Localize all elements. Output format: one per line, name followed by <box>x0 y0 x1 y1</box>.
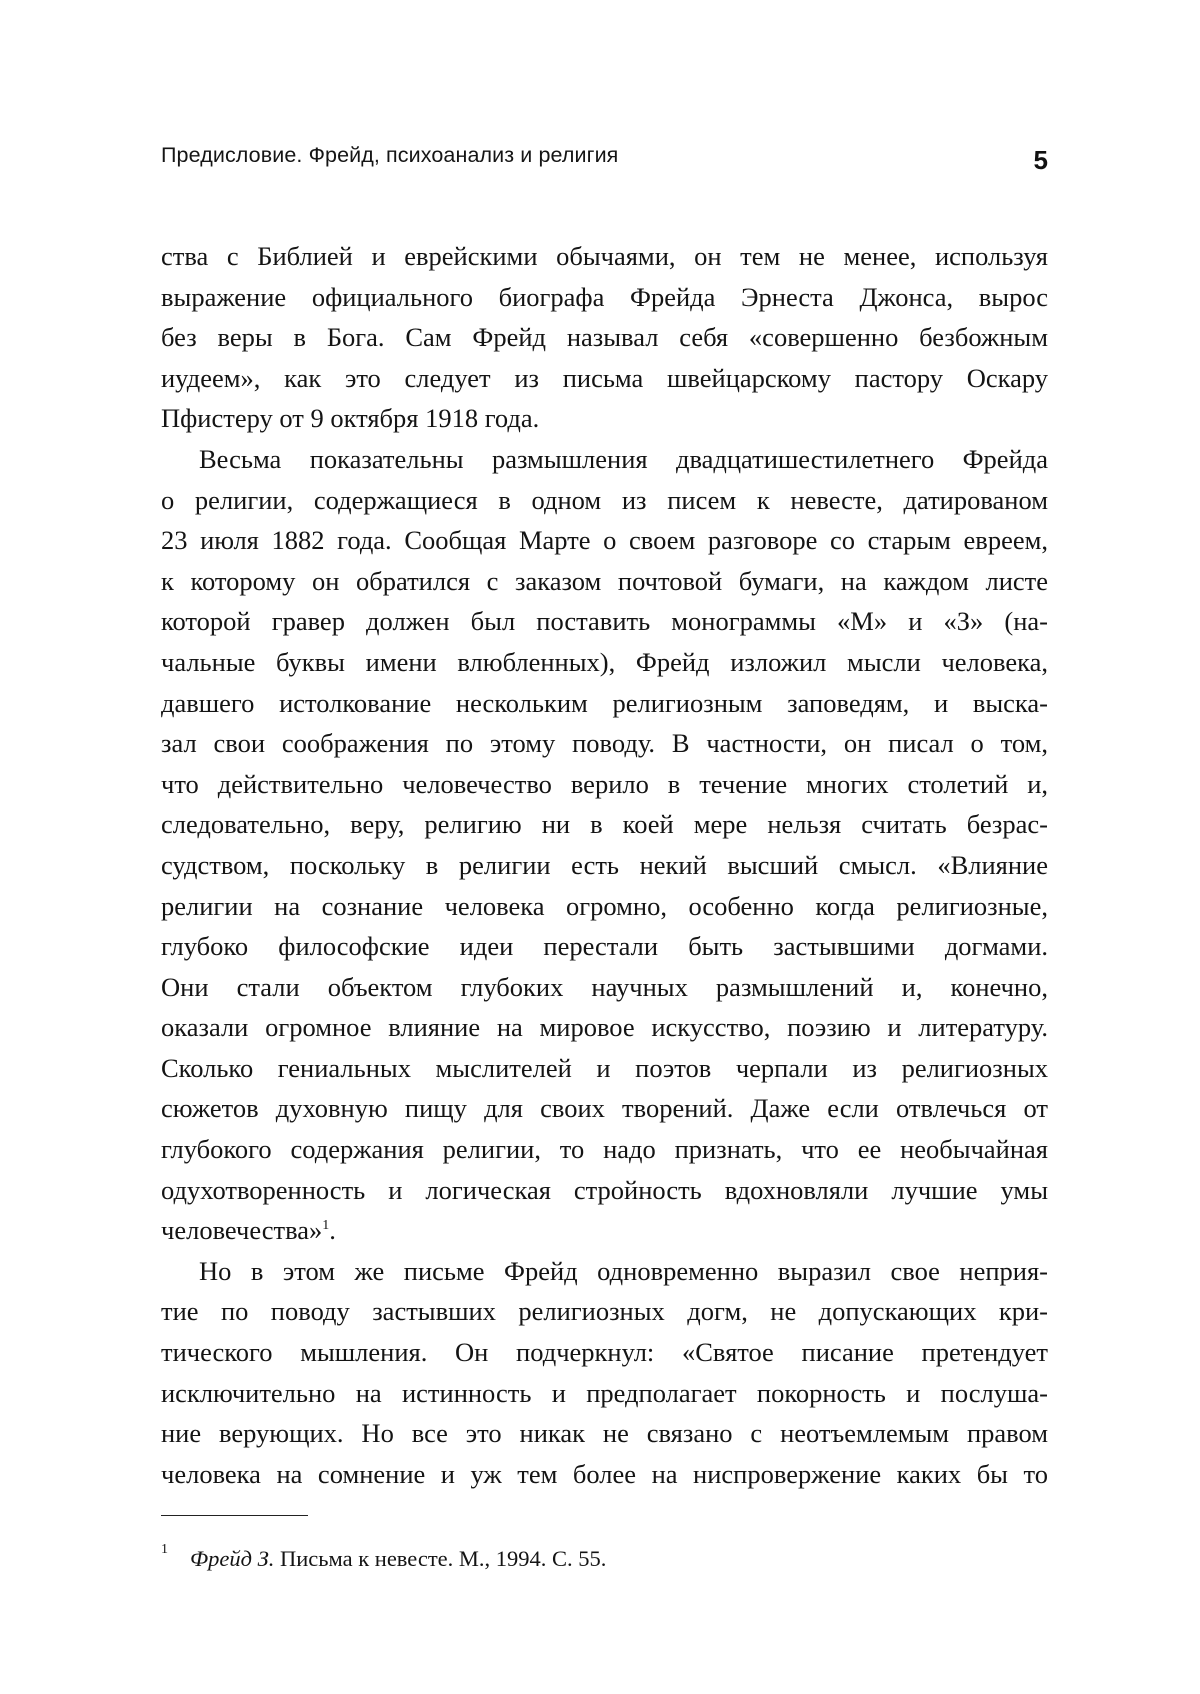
text-line: человечества» <box>161 1215 323 1246</box>
text-line: тического мышления. Он подчеркнул: «Святое писание претендует <box>161 1337 1048 1368</box>
text-line: 23 июля 1882 года. Сообщая Марте о своем разговоре со старым евреем, <box>161 525 1048 556</box>
page-number: 5 <box>1033 145 1048 175</box>
text-line: Но в этом же письме Фрейд одновременно выразил свое неприя- <box>199 1255 1048 1286</box>
text-line: глубоко философские идеи перестали быть застывшими догмами. <box>161 931 1048 962</box>
text-line: Весьма показательны размышления двадцатишестилетнего Фрейда <box>199 443 1048 474</box>
text-line: ние верующих. Но все это никак не связано с неотъемлемым правом <box>161 1418 1048 1449</box>
text-line: которой гравер должен был поставить монограммы «М» и «З» (на- <box>161 606 1048 637</box>
text-line: человека на сомнение и уж тем более на ниспровержение каких бы то <box>161 1458 1048 1489</box>
text-line: без веры в Бога. Сам Фрейд называл себя «совершенно безбожным <box>161 322 1048 353</box>
footnote-citation: Письма к невесте. М., 1994. С. 55. <box>274 1546 607 1571</box>
footnote-reference[interactable]: 1 <box>322 1218 330 1234</box>
text-line: сюжетов духовную пищу для своих творений. Даже если отвлечься от <box>161 1093 1048 1124</box>
text-line-with-footnote-ref <box>161 1210 1048 1251</box>
text-line: иудеем», как это следует из письма швейцарскому пастору Оскару <box>161 362 1048 393</box>
text-line: следовательно, веру, религию ни в коей мере нельзя считать безрас- <box>161 809 1048 840</box>
text-line: что действительно человечество верило в течение многих столетий и, <box>161 768 1048 799</box>
text-line: исключительно на истинность и предполагает покорность и послуша- <box>161 1377 1048 1408</box>
text-line: судством, поскольку в религии есть некий высший смысл. «Влияние <box>161 849 1048 880</box>
text-line: Пфистеру от 9 октября 1918 года. <box>161 403 540 434</box>
body-text <box>161 236 1048 1494</box>
text-line: Они стали объектом глубоких научных размышлений и, конечно, <box>161 971 1048 1002</box>
footnote-text <box>190 1546 606 1572</box>
line-period: . <box>329 1215 336 1246</box>
running-title: Предисловие. Фрейд, психоанализ и религия <box>161 143 619 167</box>
text-line: зал свои соображения по этому поводу. В частности, он писал о том, <box>161 728 1048 759</box>
footnote-author: Фрейд З. <box>190 1546 275 1571</box>
text-line: глубокого содержания религии, то надо признать, что ее необычайная <box>161 1134 1048 1165</box>
text-line: чальные буквы имени влюбленных), Фрейд изложил мысли человека, <box>161 646 1048 677</box>
text-line: ства с Библией и еврейскими обычаями, он тем не менее, используя <box>161 241 1048 271</box>
text-line: о религии, содержащиеся в одном из писем к невесте, датированом <box>161 484 1048 515</box>
text-line: одухотворенность и логическая стройность вдохновляли лучшие умы <box>161 1174 1048 1205</box>
footnote-number: 1 <box>161 1542 168 1557</box>
text-line: тие по поводу застывших религиозных догм, не допускающих кри- <box>161 1296 1048 1327</box>
text-line: к которому он обратился с заказом почтовой бумаги, на каждом листе <box>161 565 1048 596</box>
running-head <box>161 143 1048 183</box>
text-line: Сколько гениальных мыслителей и поэтов черпали из религиозных <box>161 1052 1048 1083</box>
text-line: религии на сознание человека огромно, особенно когда религиозные, <box>161 890 1048 921</box>
text-line: оказали огромное влияние на мировое искусство, поэзию и литературу. <box>161 1012 1048 1043</box>
text-line: давшего истолкование нескольким религиозным заповедям, и выска- <box>161 687 1048 718</box>
text-line: выражение официального биографа Фрейда Эрнеста Джонса, вырос <box>161 281 1048 312</box>
footnote-divider <box>161 1515 308 1516</box>
